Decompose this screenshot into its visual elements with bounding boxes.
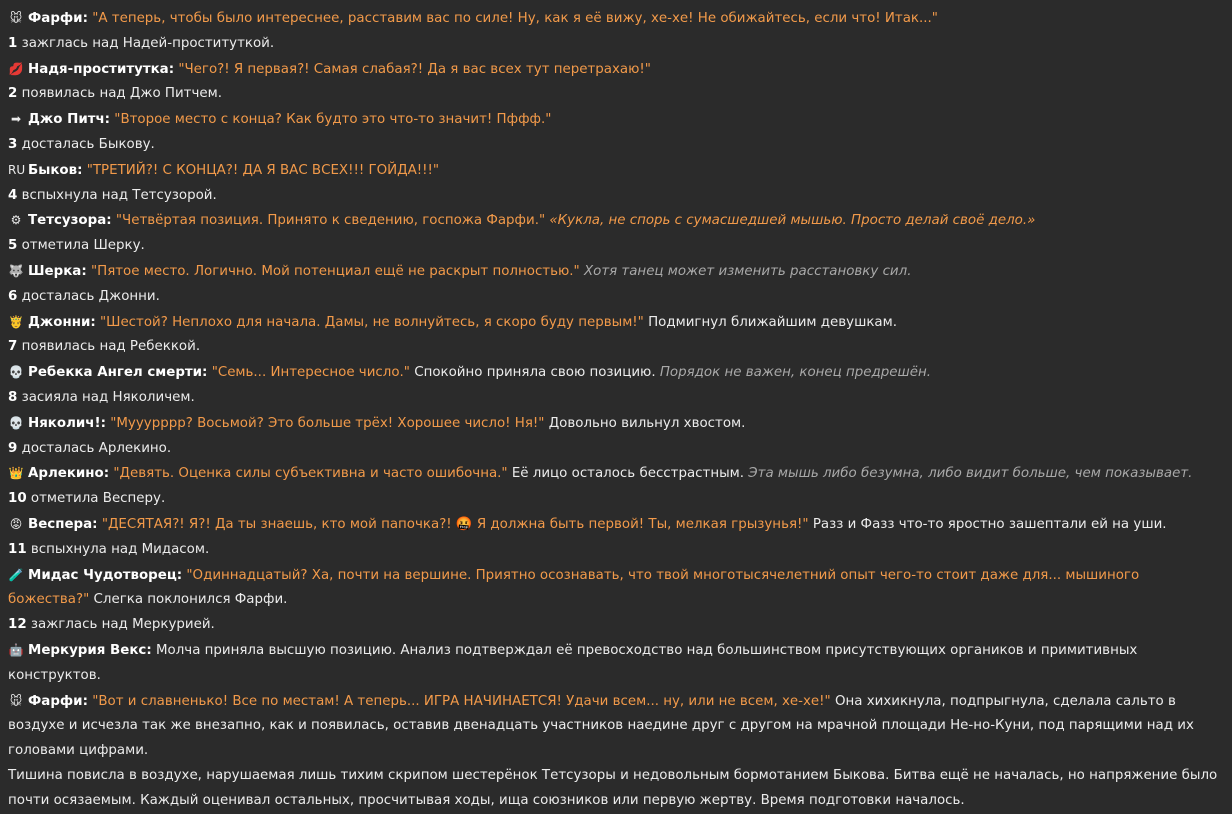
number-line: [8, 538, 1218, 563]
speech-line: [8, 259, 1218, 285]
speaker-emoji-icon: 👑: [8, 466, 24, 481]
speaker-emoji-icon: 🤴: [8, 314, 24, 329]
speaker-emoji-icon: RU: [8, 162, 26, 177]
thought-text: Эта мышь либо безумна, либо видит больше, чем показывает.: [748, 466, 1193, 482]
rank-text: засияла над Няколичем.: [17, 389, 195, 405]
action-text: Слегка поклонился Фарфи.: [93, 592, 288, 608]
speech-line: [8, 208, 1218, 234]
rank-number: 6: [8, 288, 18, 304]
narration-line: [8, 764, 1218, 814]
speech-line: [8, 158, 1218, 184]
action-text: Подмигнул ближайшим девушкам.: [648, 314, 897, 330]
rank-text: вспыхнула над Тетсузорой.: [17, 187, 217, 203]
speech-quote: "Пятое место. Логично. Мой потенциал ещё не раскрыт полностью.": [90, 263, 580, 279]
speech-quote: "ТРЕТИЙ?! С КОНЦА?! ДА Я ВАС ВСЕХ!!! ГОЙДА!!!": [86, 162, 440, 178]
thought-text: Порядок не важен, конец предрешён.: [659, 365, 932, 381]
speaker-name: Шерка:: [28, 263, 87, 279]
speech-quote: "Шестой? Неплохо для начала. Дамы, не волнуйтесь, я скоро буду первым!": [99, 314, 644, 330]
thought-text: Хотя танец может изменить расстановку сил.: [583, 263, 912, 279]
rank-text: зажглась над Надей-проституткой.: [17, 35, 275, 51]
action-text: Молча приняла высшую позицию. Анализ подтверждал её превосходство над большинством присутствующих органиков и примитивных конструктов.: [8, 642, 1138, 683]
action-text: Разз и Фазз что-то яростно зашептали ей на уши.: [812, 516, 1167, 532]
speech-line: [8, 411, 1218, 437]
speaker-name: Джонни:: [28, 314, 96, 330]
number-line: [8, 386, 1218, 411]
speaker-emoji-icon: 🐺: [8, 263, 24, 278]
speaker-name: Быков:: [28, 162, 83, 178]
number-line: [8, 437, 1218, 462]
speech-line: [8, 512, 1218, 538]
speech-quote: "Второе место с конца? Как будто это что-то значит! Пффф.": [114, 112, 552, 128]
number-line: [8, 234, 1218, 259]
rank-number: 12: [8, 617, 27, 633]
speaker-emoji-icon: ➡: [10, 112, 22, 127]
speaker-name: Надя-проститутка:: [28, 61, 175, 77]
rank-number: 1: [8, 35, 18, 51]
number-line: [8, 82, 1218, 107]
speech-quote: "Мууурррр? Восьмой? Это больше трёх! Хорошее число! Ня!": [110, 415, 545, 431]
speaker-emoji-icon: 🧪: [8, 567, 24, 582]
rank-text: досталась Арлекино.: [17, 440, 172, 456]
speaker-name: Няколич!:: [28, 415, 106, 431]
rank-number: 4: [8, 187, 18, 203]
action-text: Она хихикнула, подпрыгнула, сделала сальто в воздухе и исчезла так же внезапно, как и появилась, оставив двенадцать участников наедине друг с другом на мрачной площади Не-но-Куни, под парящими над их головами цифрами.: [8, 693, 1194, 759]
chat-log: [8, 6, 1218, 814]
speech-quote: "ДЕСЯТАЯ?! Я?! Да ты знаешь, кто мой папочка?! 🤬 Я должна быть первой! Ты, мелкая грызунья!": [101, 516, 809, 532]
speaker-name: Джо Питч:: [28, 112, 111, 128]
rank-number: 10: [8, 491, 27, 507]
rank-text: вспыхнула над Мидасом.: [26, 541, 210, 557]
number-line: [8, 285, 1218, 310]
speaker-name: Тетсузора:: [28, 213, 112, 229]
rank-text: появилась над Джо Питчем.: [17, 86, 222, 102]
speech-quote: "Девять. Оценка силы субъективна и часто ошибочна.": [113, 466, 508, 482]
speech-line: [8, 461, 1218, 487]
rank-text: отметила Весперу.: [26, 491, 166, 507]
speaker-emoji-icon: 💋: [8, 61, 24, 76]
number-line: [8, 487, 1218, 512]
speaker-name: Веспера:: [28, 516, 98, 532]
speech-line: [8, 310, 1218, 336]
speaker-name: Мидас Чудотворец:: [28, 567, 183, 583]
speaker-emoji-icon: 💀: [8, 415, 24, 430]
rank-number: 3: [8, 136, 18, 152]
rank-text: отметила Шерку.: [17, 238, 145, 254]
rank-text: досталась Джонни.: [17, 288, 160, 304]
speaker-emoji-icon: 😡: [9, 516, 23, 531]
narration-text: Тишина повисла в воздухе, нарушаемая лишь тихим скрипом шестерёнок Тетсузоры и недовольным бормотанием Быкова. Битва ещё не началась, но напряжение было почти осязаемым. Каждый оценивал остальных, просчитывая ходы, ища союзников или первую жертву. Время подготовки началось.: [8, 767, 1218, 808]
inner-quote: «Кукла, не спорь с сумасшедшей мышью. Просто делай своё дело.»: [549, 213, 1036, 229]
rank-text: зажглась над Меркурией.: [26, 617, 215, 633]
speaker-name: Арлекино:: [28, 466, 110, 482]
rank-number: 9: [8, 440, 18, 456]
number-line: [8, 613, 1218, 638]
speaker-name: Ребекка Ангел смерти:: [28, 365, 208, 381]
speech-quote: "Вот и славненько! Все по местам! А теперь... ИГРА НАЧИНАЕТСЯ! Удачи всем... ну, или не всем, хе-хе!": [92, 693, 831, 709]
speech-line: [8, 57, 1218, 83]
action-text: Довольно вильнул хвостом.: [548, 415, 746, 431]
rank-text: появилась над Ребеккой.: [17, 339, 201, 355]
speech-quote: "Одиннадцатый? Ха, почти на вершине. Приятно осознавать, что твой многотысячелетний опыт чего-то стоит даже для... мышиного божества?": [8, 567, 1140, 608]
speaker-emoji-icon: 🐭: [9, 11, 23, 25]
speaker-name: Меркурия Векс:: [28, 642, 152, 658]
speech-quote: "Чего?! Я первая?! Самая слабая?! Да я вас всех тут перетрахаю!": [178, 61, 651, 77]
speaker-emoji-icon: 🤖: [8, 642, 24, 657]
speech-line: [8, 689, 1218, 764]
speech-line: [8, 360, 1218, 386]
speech-line: [8, 6, 1218, 32]
action-text: Спокойно приняла свою позицию.: [414, 365, 656, 381]
rank-number: 11: [8, 541, 27, 557]
rank-number: 2: [8, 86, 18, 102]
rank-text: досталась Быкову.: [17, 136, 155, 152]
action-text: Её лицо осталось бесстрастным.: [511, 466, 745, 482]
number-line: [8, 32, 1218, 57]
rank-number: 5: [8, 238, 18, 254]
speech-quote: "Четвёртая позиция. Принято к сведению, госпожа Фарфи.": [115, 213, 546, 229]
speech-line: [8, 563, 1218, 614]
speech-line: [8, 638, 1218, 689]
speech-quote: "Семь... Интересное число.": [211, 365, 410, 381]
speaker-emoji-icon: ⚙: [10, 213, 22, 228]
rank-number: 8: [8, 389, 18, 405]
number-line: [8, 184, 1218, 209]
number-line: [8, 335, 1218, 360]
speech-quote: "А теперь, чтобы было интереснее, расставим вас по силе! Ну, как я её вижу, хе-хе! Не обижайтесь, если что! Итак...": [92, 11, 938, 26]
speaker-emoji-icon: 🐭: [9, 693, 23, 708]
speech-line: [8, 107, 1218, 133]
number-line: [8, 133, 1218, 158]
speaker-name: Фарфи:: [28, 693, 88, 709]
speaker-emoji-icon: 💀: [8, 365, 24, 380]
rank-number: 7: [8, 339, 18, 355]
speaker-name: Фарфи:: [28, 11, 88, 26]
